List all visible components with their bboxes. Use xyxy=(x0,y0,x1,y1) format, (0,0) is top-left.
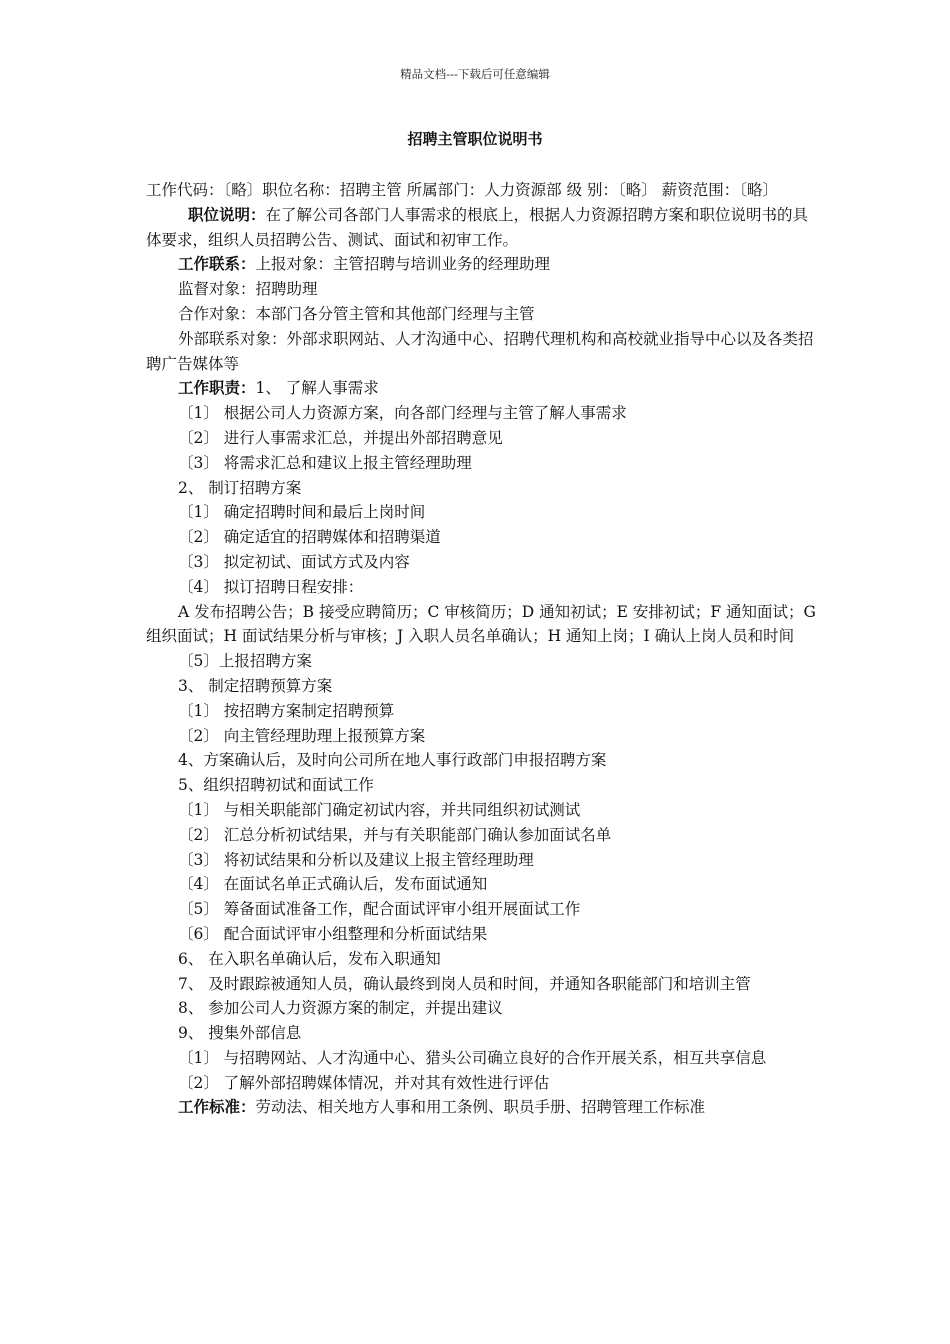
page-header: 精品文档---下载后可任意编辑 xyxy=(400,67,550,81)
contact-label: 工作联系： xyxy=(178,254,256,274)
duty-line: 〔2〕 汇总分析初试结果，并与有关职能部门确认参加面试名单 xyxy=(178,825,612,844)
duty-line: 〔5〕上报招聘方案 xyxy=(178,652,312,671)
duty-line: 2、 制订招聘方案 xyxy=(178,478,302,497)
contact-supervise: 监督对象：招聘助理 xyxy=(178,280,318,299)
contact-external: 外部联系对象：外部求职网站、人才沟通中心、招聘代理机构和高校就业指导中心以及各类招聘广告媒体等 xyxy=(146,329,814,373)
duty-line: 〔1〕 根据公司人力资源方案，向各部门经理与主管了解人事需求 xyxy=(178,404,627,423)
duty-first-item: 1、 了解人事需求 xyxy=(255,379,379,398)
duty-line: 〔2〕 向主管经理助理上报预算方案 xyxy=(178,726,426,745)
duty-line: 4、方案确认后，及时向公司所在地人事行政部门申报招聘方案 xyxy=(178,751,607,770)
contact-report-text: 上报对象：主管招聘与培训业务的经理助理 xyxy=(255,255,551,274)
info-line: 工作代码：〔略〕职位名称：招聘主管 所属部门：人力资源部 级 别：〔略〕 薪资范围：〔略〕 xyxy=(146,181,778,199)
contact-cooperate: 合作对象：本部门各分管主管和其他部门经理与主管 xyxy=(178,304,535,323)
standard-label: 工作标准： xyxy=(178,1097,256,1117)
duty-line: 〔1〕 按招聘方案制定招聘预算 xyxy=(178,701,395,720)
duty-line: 〔3〕 将需求汇总和建议上报主管经理助理 xyxy=(178,453,472,472)
duty-line: 〔6〕 配合面试评审小组整理和分析面试结果 xyxy=(178,924,488,943)
description-paragraph xyxy=(146,203,816,253)
duty-heading xyxy=(146,376,816,401)
duty-line: 〔2〕 确定适宜的招聘媒体和招聘渠道 xyxy=(178,528,441,547)
standard-text: 劳动法、相关地方人事和用工条例、职员手册、招聘管理工作标准 xyxy=(255,1098,706,1117)
duty-line: 〔1〕 与相关职能部门确定初试内容，并共同组织初试测试 xyxy=(178,800,581,819)
description-text: 在了解公司各部门人事需求的根底上，根据人力资源招聘方案和职位说明书的具体要求，组织人员招聘公告、测试、面试和初审工作。 xyxy=(146,205,809,249)
duty-line: A 发布招聘公告；B 接受应聘简历；C 审核简历；D 通知初试；E 安排初试；F 通知面试；G 组织面试；H 面试结果分析与审核；J 入职人员名单确认；H 通知上岗；I 确认上岗人员和时间 xyxy=(146,602,816,646)
contact-report xyxy=(146,252,816,277)
standard-paragraph xyxy=(146,1095,816,1120)
duty-line: 8、 参加公司人力资源方案的制定，并提出建议 xyxy=(178,999,503,1018)
duty-line: 〔4〕 在面试名单正式确认后，发布面试通知 xyxy=(178,875,488,894)
duty-line: 〔2〕 了解外部招聘媒体情况，并对其有效性进行评估 xyxy=(178,1073,550,1092)
duty-line: 〔3〕 拟定初试、面试方式及内容 xyxy=(178,552,410,571)
duty-label: 工作职责： xyxy=(178,378,256,398)
document-body xyxy=(146,178,816,1120)
duty-line: 7、 及时跟踪被通知人员，确认最终到岗人员和时间，并通知各职能部门和培训主管 xyxy=(178,974,751,993)
duty-line: 5、组织招聘初试和面试工作 xyxy=(178,776,374,795)
duty-line: 〔1〕 与招聘网站、人才沟通中心、猎头公司确立良好的合作开展关系，相互共享信息 xyxy=(178,1048,767,1067)
duty-line: 6、 在入职名单确认后，发布入职通知 xyxy=(178,949,441,968)
duty-line: 〔5〕 筹备面试准备工作，配合面试评审小组开展面试工作 xyxy=(178,900,581,919)
duty-line: 〔2〕 进行人事需求汇总，并提出外部招聘意见 xyxy=(178,428,503,447)
duty-line: 〔3〕 将初试结果和分析以及建议上报主管经理助理 xyxy=(178,850,534,869)
duty-line: 9、 搜集外部信息 xyxy=(178,1024,302,1043)
duty-line: 3、 制定招聘预算方案 xyxy=(178,676,333,695)
duty-line: 〔4〕 拟订招聘日程安排： xyxy=(178,577,364,596)
document-title: 招聘主管职位说明书 xyxy=(407,130,543,148)
duty-line: 〔1〕 确定招聘时间和最后上岗时间 xyxy=(178,503,426,522)
description-label: 职位说明： xyxy=(188,204,266,224)
